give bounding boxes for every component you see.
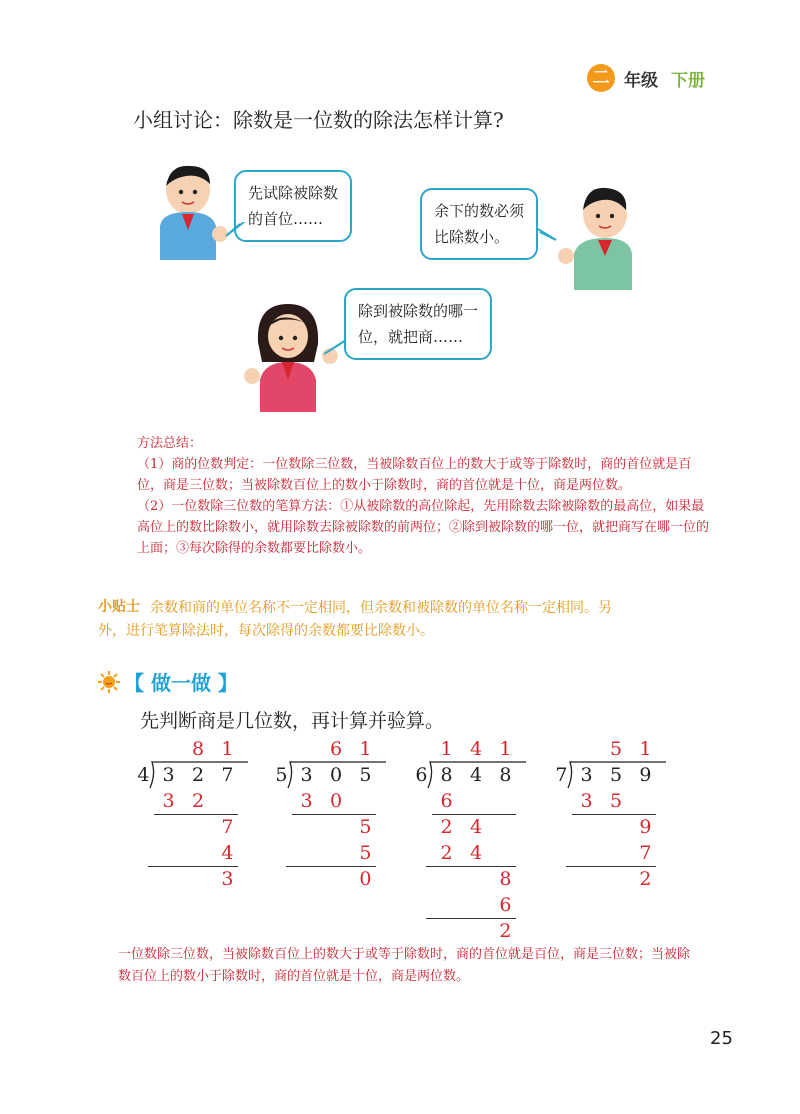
dividend-digit: 3 (300, 764, 313, 786)
summary-point-2: （2）一位数除三位数的笔算方法：①从被除数的高位除起，先用除数去除被除数的最高位，如果最高位上的数比除数小，就用除数去除被除数的前两位；②除到被除数的哪一位，就把商写在哪一位的上面；③每次除得的余数都要比除数小。 (137, 499, 710, 556)
step-digit: 9 (639, 816, 652, 838)
quotient-digit: 6 (329, 738, 343, 760)
step-digit: 3 (162, 790, 175, 812)
step-digit: 7 (639, 842, 652, 864)
quotient-digit: 5 (609, 738, 623, 760)
long-division-3 (415, 738, 536, 942)
divisor-digit: 5 (275, 764, 288, 786)
dividend-digit: 4 (469, 764, 483, 786)
dividend-digit: 3 (162, 764, 175, 786)
dividend-digit: 3 (580, 764, 593, 786)
girl-illustration (240, 296, 350, 416)
method-summary (137, 433, 712, 559)
subtraction-line (426, 866, 516, 867)
bubble-2-line2: 比除数小。 (434, 228, 510, 246)
step-digit: 3 (221, 868, 234, 890)
quotient-digit: 1 (359, 738, 372, 760)
speech-bubble-2 (420, 188, 538, 260)
quotient-digit: 1 (639, 738, 652, 760)
long-division-1 (138, 738, 258, 938)
bubble-2-line1: 余下的数必须 (434, 202, 525, 220)
grade-badge: 二 (587, 64, 615, 92)
step-digit: 7 (221, 816, 234, 838)
step-digit: 2 (499, 920, 512, 942)
step-digit: 2 (440, 842, 453, 864)
boy-left-illustration (150, 160, 240, 270)
grade-label: 年级 (624, 71, 658, 91)
subtraction-line (566, 866, 656, 867)
step-digit: 6 (499, 894, 512, 916)
practice-title: 【 做一做 】 (124, 671, 238, 695)
step-digit: 0 (359, 868, 372, 890)
conclusion-text: 一位数除三位数，当被除数百位上的数大于或等于除数时，商的首位就是百位，商是三位数；当被除数百位上的数小于除数时，商的首位就是十位，商是两位数。 (118, 947, 691, 984)
tip-label: 小贴士 (98, 599, 140, 615)
step-digit: 8 (499, 868, 512, 890)
step-digit: 2 (639, 868, 652, 890)
dividend-digit: 7 (221, 764, 234, 786)
quotient-digit: 4 (469, 738, 483, 760)
step-digit: 5 (359, 842, 372, 864)
step-digit: 4 (469, 816, 483, 838)
dividend-digit: 8 (440, 764, 453, 786)
quotient-digit: 8 (191, 738, 205, 760)
step-digit: 6 (440, 790, 453, 812)
dividend-digit: 5 (609, 764, 623, 786)
bubble-1-line1: 先试除被除数 (248, 184, 339, 202)
dividend-digit: 8 (499, 764, 512, 786)
subtraction-line (154, 814, 238, 815)
speech-bubble-3 (344, 288, 492, 360)
divisor-digit: 7 (555, 764, 568, 786)
summary-title: 方法总结： (137, 436, 203, 451)
discussion-prompt: 小组讨论：除数是一位数的除法怎样计算? (133, 108, 504, 132)
step-digit: 5 (359, 816, 372, 838)
boy-right-illustration (550, 180, 640, 295)
speech-bubble-1 (234, 170, 352, 242)
quotient-digit: 1 (499, 738, 512, 760)
tip-text-continued: 外，进行笔算除法时，每次除得的余数都要比除数小。 (98, 623, 434, 639)
step-digit: 3 (580, 790, 593, 812)
subtraction-line (572, 814, 656, 815)
tip-text: 余数和商的单位名称不一定相同，但余数和被除数的单位名称一定相同。另 (150, 600, 612, 616)
step-digit: 2 (191, 790, 205, 812)
step-digit: 4 (469, 842, 483, 864)
bubble-1-tail (226, 222, 246, 238)
divisor-digit: 4 (137, 764, 150, 786)
long-division-2 (276, 738, 396, 938)
subtraction-line (426, 918, 516, 919)
page-number: 25 (710, 1028, 733, 1049)
bubble-3-line1: 除到被除数的哪一 (358, 302, 479, 320)
quotient-digit: 1 (440, 738, 453, 760)
long-division-4 (556, 738, 676, 938)
subtraction-line (286, 866, 376, 867)
sun-icon (97, 670, 121, 694)
step-digit: 3 (300, 790, 313, 812)
summary-point-1: （1）商的位数判定：一位数除三位数，当被除数百位上的数大于或等于除数时，商的首位就是百位，商是三位数；当被除数百位上的数小于除数时，商的首位就是十位，商是两位数。 (137, 457, 692, 493)
subtraction-line (432, 814, 516, 815)
step-digit: 5 (609, 790, 623, 812)
step-digit: 0 (329, 790, 343, 812)
dividend-digit: 5 (359, 764, 372, 786)
subtraction-line (148, 866, 238, 867)
divisor-digit: 6 (415, 764, 428, 786)
quotient-digit: 1 (221, 738, 234, 760)
subtraction-line (292, 814, 376, 815)
practice-instruction: 先判断商是几位数，再计算并验算。 (140, 710, 445, 732)
dividend-digit: 0 (329, 764, 343, 786)
dividend-digit: 9 (639, 764, 652, 786)
step-digit: 4 (221, 842, 234, 864)
bubble-3-tail (324, 340, 348, 356)
bubble-1-line2: 的首位…… (248, 210, 324, 228)
step-digit: 2 (440, 816, 453, 838)
bubble-3-line2: 位，就把商…… (358, 328, 464, 346)
volume-label: 下册 (671, 71, 705, 91)
dividend-digit: 2 (191, 764, 205, 786)
